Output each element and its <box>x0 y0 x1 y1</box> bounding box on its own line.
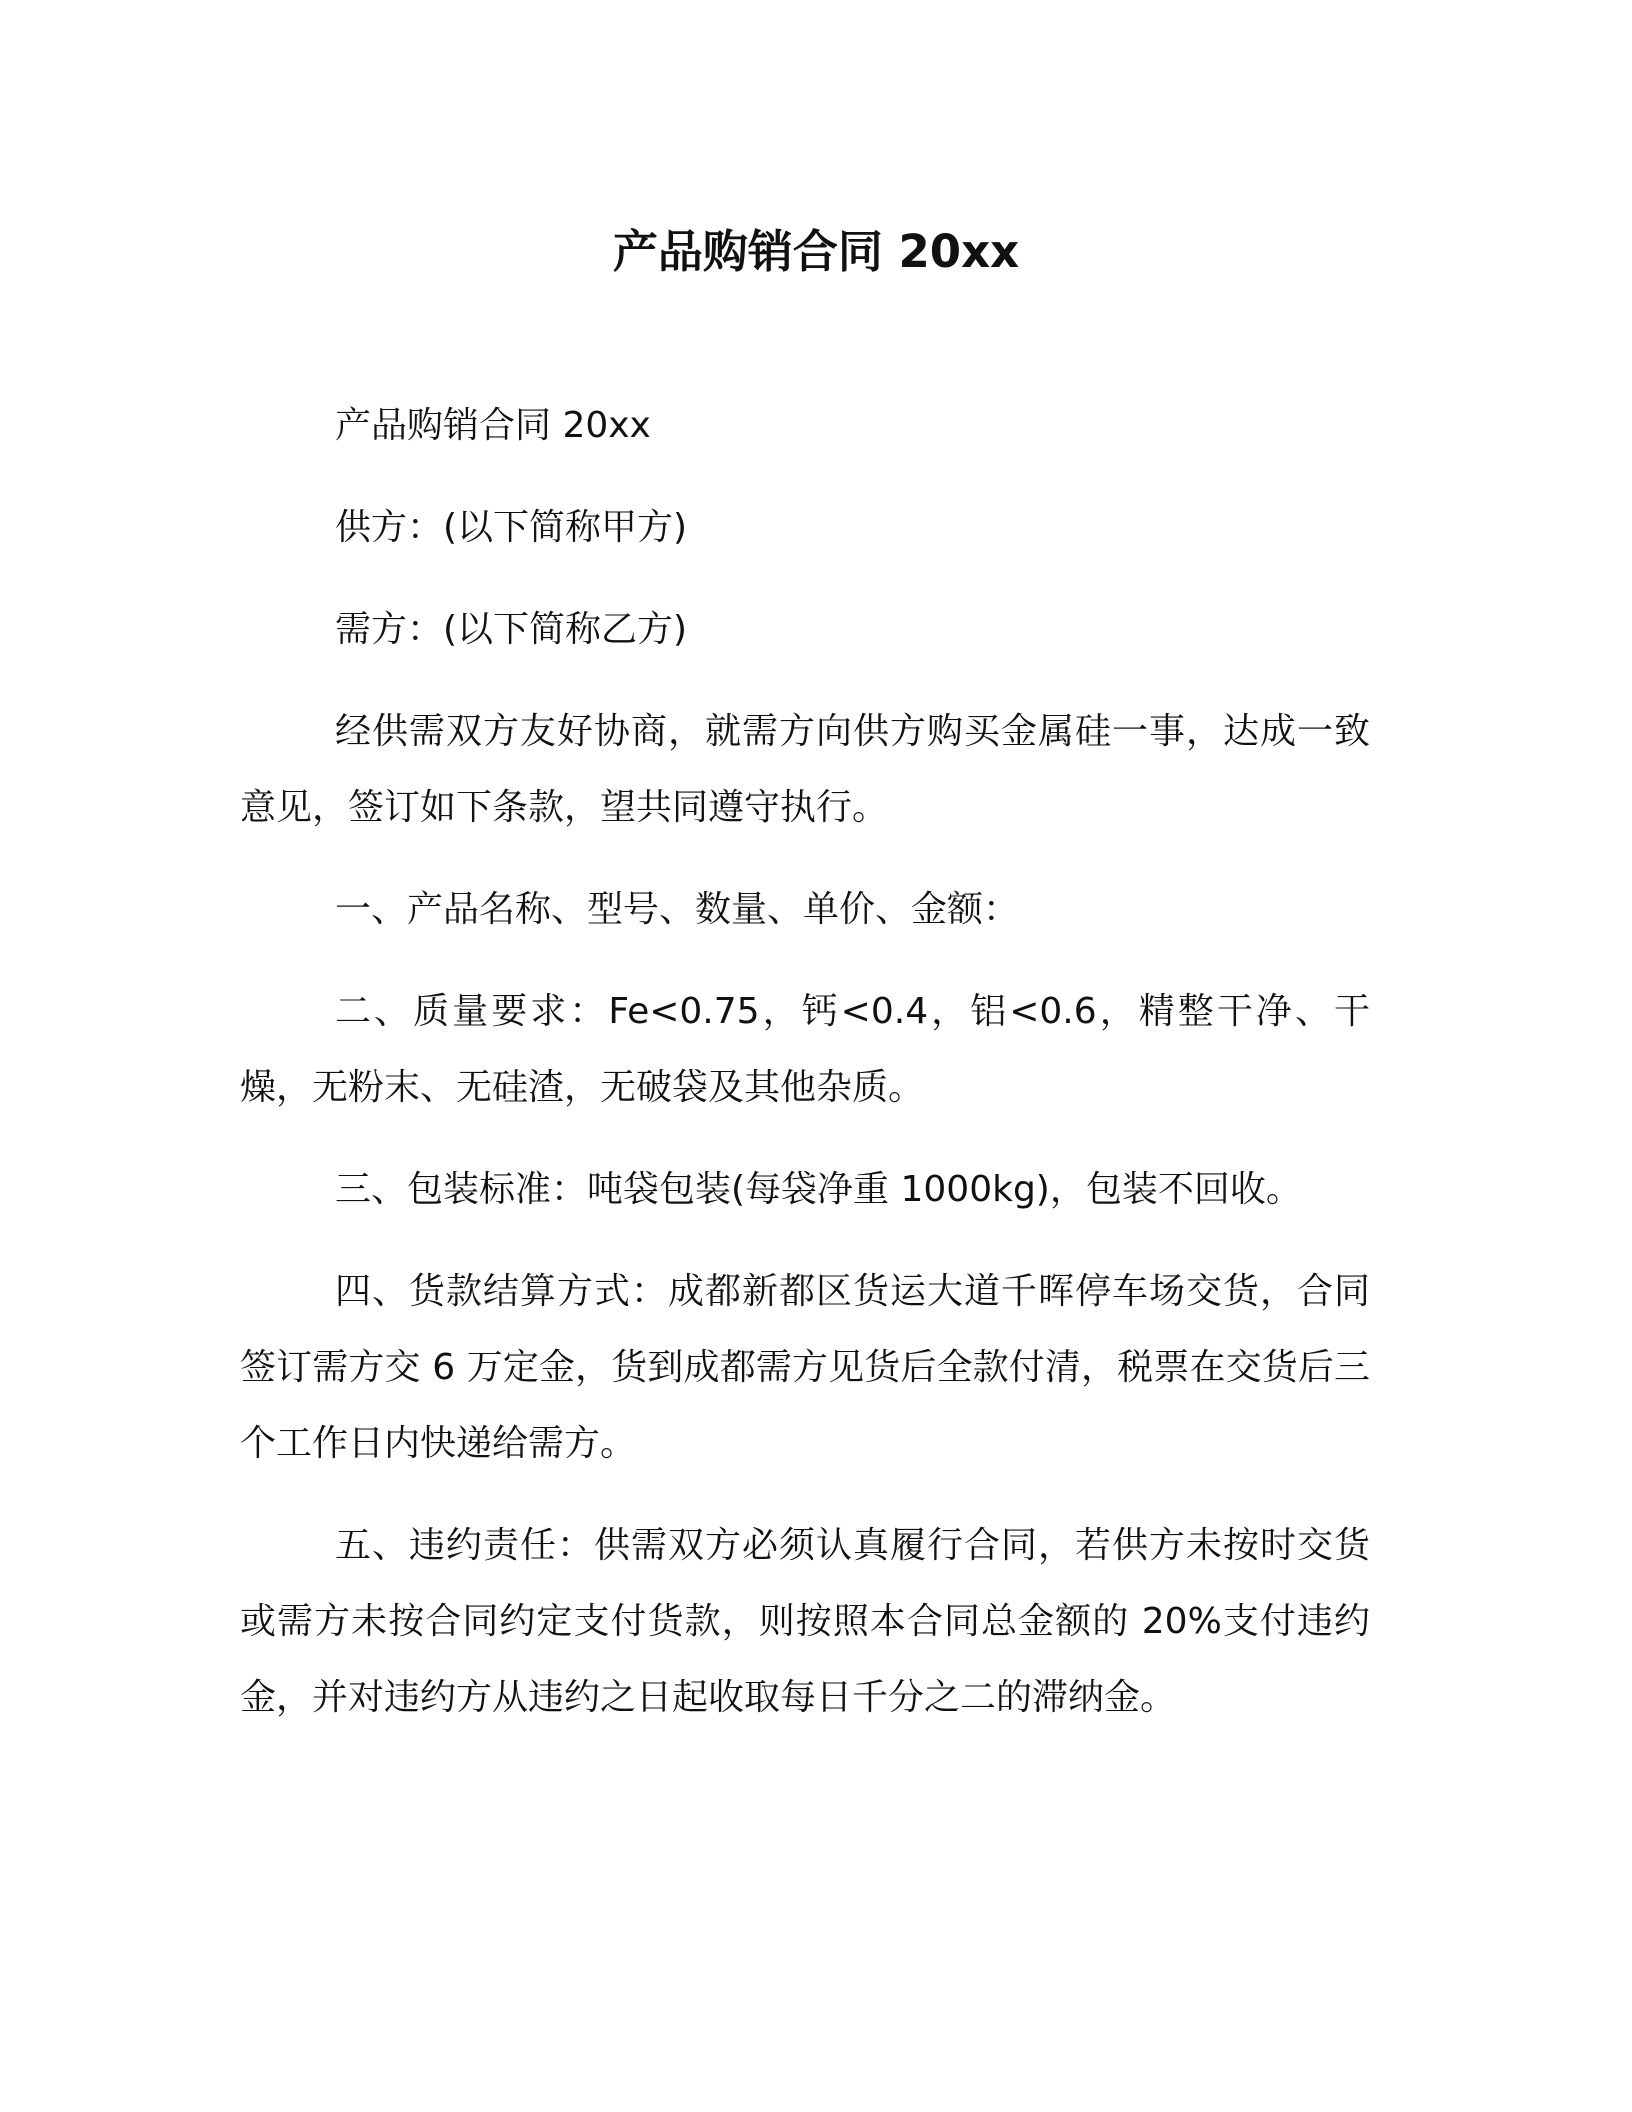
paragraph-clause-3: 三、包装标准：吨袋包装(每袋净重 1000kg)，包装不回收。 <box>335 1169 1302 1210</box>
paragraph-clause-4: 四、货款结算方式：成都新都区货运大道千晖停车场交货，合同签订需方交 6 万定金，货到成都需方见货后全款付清，税票在交货后三个工作日内快递给需方。 <box>240 1271 1370 1464</box>
paragraph-intro: 经供需双方友好协商，就需方向供方购买金属硅一事，达成一致意见，签订如下条款，望共同遵守执行。 <box>240 711 1370 828</box>
paragraph-buyer: 需方：(以下简称乙方) <box>335 609 688 650</box>
document-body <box>240 388 1370 1762</box>
paragraph-clause-1: 一、产品名称、型号、数量、单价、金额： <box>335 889 1020 930</box>
paragraph-supplier: 供方：(以下简称甲方) <box>335 507 688 548</box>
paragraph-clause-2: 二、质量要求：Fe<0.75，钙<0.4，铝<0.6，精整干净、干燥，无粉末、无硅渣，无破袋及其他杂质。 <box>240 991 1370 1108</box>
paragraph-clause-5: 五、违约责任：供需双方必须认真履行合同，若供方未按时交货或需方未按合同约定支付货款，则按照本合同总金额的 20%支付违约金，并对违约方从违约之日起收取每日千分之二的滞纳金。 <box>240 1525 1370 1718</box>
paragraph-heading: 产品购销合同 20xx <box>335 405 651 446</box>
document-title: 产品购销合同 20xx <box>612 225 1020 278</box>
